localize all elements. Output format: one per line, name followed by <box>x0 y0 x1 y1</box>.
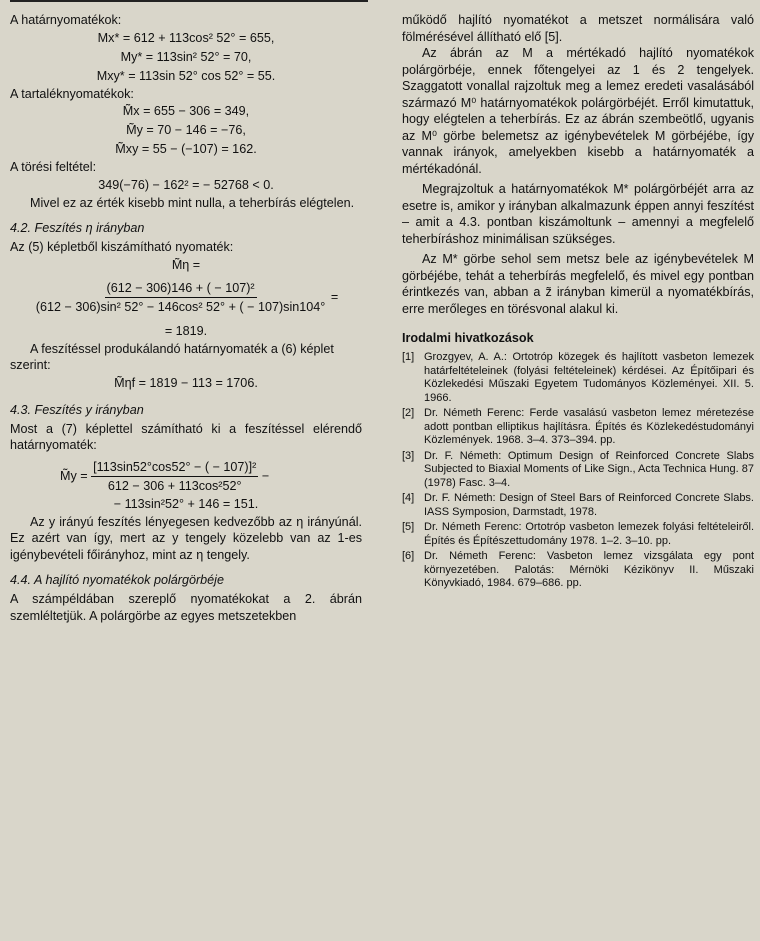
paragraph: A törési feltétel: <box>10 160 97 174</box>
paragraph: A tartaléknyomatékok: <box>10 86 134 101</box>
section-heading: 4.2. Feszítés η irányban <box>10 221 145 235</box>
reference-item <box>402 351 754 405</box>
reference-item <box>402 407 754 448</box>
minus-sign: − <box>261 468 270 483</box>
paragraph: A számpéldában szereplő nyomatékokat a 2. ábrán szemléltetjük. A polárgörbe az egyes metszetekben <box>10 592 362 623</box>
reference-item <box>402 521 754 548</box>
denominator: 612 − 306 + 113cos²52° <box>107 478 242 493</box>
reference-text: Grozgyev, A. A.: Ortotróp közegek és hajlított vasbeton lemezek határfeltételeinek (folyási feltételeinek) kérdései. Az Építőipari és Közlekedési Műszaki Egyetem Tudományos Közleményei. XII. 5. 1966. <box>424 351 754 404</box>
paragraph: Az M* görbe sehol sem metsz bele az igénybevételek M görbéjébe, tehát a teherbírás megfelelő, és mivel egy pontban érintkezés van, abban a z̃ irányban kimerül a nyomatékbírás, erre merőleges en törésvonal alakul ki. <box>402 252 754 316</box>
paragraph: Megrajzoltuk a határnyomatékok M* polárgörbéjét arra az esetre is, amikor y irányban alkalmazunk éppen annyi feszítést – amit a 4.3. pontban kiszámoltunk – amennyi a megfelelő teherbíráshoz minimálisan szükséges. <box>402 182 754 246</box>
reference-number: [4] <box>402 492 415 504</box>
paragraph: Az ábrán az M a mértékadó hajlító nyomatékok polárgörbéje, ennek főtengelyei az 1 és 2 tengelyek. Szaggatott vonallal rajzoltuk meg a lemez eredeti vasalásából származó M⁰ határnyomatékok polárgörbéjét. Erről kimutattuk, hogy elégtelen a teherbírás. Ez az ábrán szembeötlő, ugyanis az M⁰ görbe belemetsz az igénybevételek M görbéjébe, így vannak irányok, amelyekben kisebb a határnyomaték a mértékadónál. <box>402 46 754 176</box>
section-heading: 4.4. A hajlító nyomatékok polárgörbéje <box>10 573 224 587</box>
reference-text: Dr. F. Németh: Optimum Design of Reinforced Concrete Slabs Subjected to Biaxial Moments of Like Sign., Acta Technica Hung. 87 (1978) Fasc. 3–4. <box>424 449 754 489</box>
paragraph: Az y irányú feszítés lényegesen kedvezőbb az η irányúnál. Ez azért van így, mert az y tengely közelebb van az 1-es igénybevételi főirányhoz, mint az η tengely. <box>10 514 362 562</box>
reference-number: [6] <box>402 550 415 562</box>
fraction <box>34 279 328 316</box>
denominator: (612 − 306)sin² 52° − 146cos² 52° + ( − 107)sin104° <box>35 299 326 314</box>
reference-text: Dr. Németh Ferenc: Ortotróp vasbeton lemezek folyási feltételeiről. Építés és Építészettudomány 1978. 1–2. 3–10. pp. <box>424 521 754 547</box>
paragraph: A feszítéssel produkálandó határnyomaték a (6) képlet szerint: <box>10 341 334 372</box>
reference-number: [3] <box>402 449 415 462</box>
equation: 349(−76) − 162² = − 52768 < 0. <box>98 177 274 192</box>
fraction-equation <box>10 458 362 495</box>
references-heading: Irodalmi hivatkozások <box>402 331 534 345</box>
equation: M̃ηf = 1819 − 113 = 1706. <box>114 375 258 390</box>
reference-text: Dr. F. Németh: Design of Steel Bars of Reinforced Concrete Slabs. IASS Symposion, Darmstadt, 1978. <box>424 492 754 518</box>
references-list <box>402 351 754 591</box>
equation: M̃xy = 55 − (−107) = 162. <box>115 142 257 156</box>
reference-number: [2] <box>402 407 415 419</box>
right-column <box>402 12 754 593</box>
equation: − 113sin²52° + 146 = 151. <box>113 496 259 511</box>
equation: Mx* = 612 + 113cos² 52° = 655, <box>97 30 275 45</box>
reference-item <box>402 550 754 591</box>
paragraph: Most a (7) képlettel számítható ki a feszítéssel elérendő határnyomaték: <box>10 421 362 452</box>
paragraph: A határnyomatékok: <box>10 13 122 27</box>
equation: Mxy* = 113sin 52° cos 52° = 55. <box>96 68 276 83</box>
equation: = 1819. <box>164 323 208 338</box>
equation: M̃y = 70 − 146 = −76, <box>126 123 246 137</box>
paragraph: működő hajlító nyomatékot a metszet normálisára való fölmérésével állítható elő [5]. <box>402 13 754 44</box>
fraction <box>91 458 258 495</box>
reference-text: Dr. Németh Ferenc: Ferde vasalású vasbeton lemez méretezése adott pontban elliptikus hajlításra. Építés és Közlekedéstudományi Közlemények. 1968. 3–4. 373–394. pp. <box>424 407 754 446</box>
reference-number: [1] <box>402 351 415 363</box>
top-rule <box>10 0 368 2</box>
paragraph: Mivel ez az érték kisebb mint nulla, a teherbírás elégtelen. <box>30 195 355 210</box>
reference-number: [5] <box>402 521 415 533</box>
section-heading: 4.3. Feszítés y irányban <box>10 402 144 417</box>
reference-text: Dr. Németh Ferenc: Vasbeton lemez vizsgálata egy pont környezetében. Palotás: Mérnöki Kézikönyv II. Műszaki Könyvkiadó, 1984. 679–686. pp. <box>424 550 754 589</box>
lhs: M̃y = <box>60 468 88 483</box>
equation: My* = 113sin² 52° = 70, <box>120 49 252 64</box>
equals-sign: = <box>330 289 339 304</box>
numerator: (612 − 306)146 + ( − 107)² <box>105 279 257 298</box>
equation: M̃η = <box>171 257 201 272</box>
left-column <box>10 12 362 624</box>
numerator: [113sin52°cos52° − ( − 107)]² <box>91 458 258 477</box>
fraction-equation <box>10 279 362 316</box>
reference-item <box>402 450 754 491</box>
paragraph: Az (5) képletből kiszámítható nyomaték: <box>10 240 234 254</box>
equation: M̃x = 655 − 306 = 349, <box>122 104 250 118</box>
reference-item <box>402 492 754 519</box>
